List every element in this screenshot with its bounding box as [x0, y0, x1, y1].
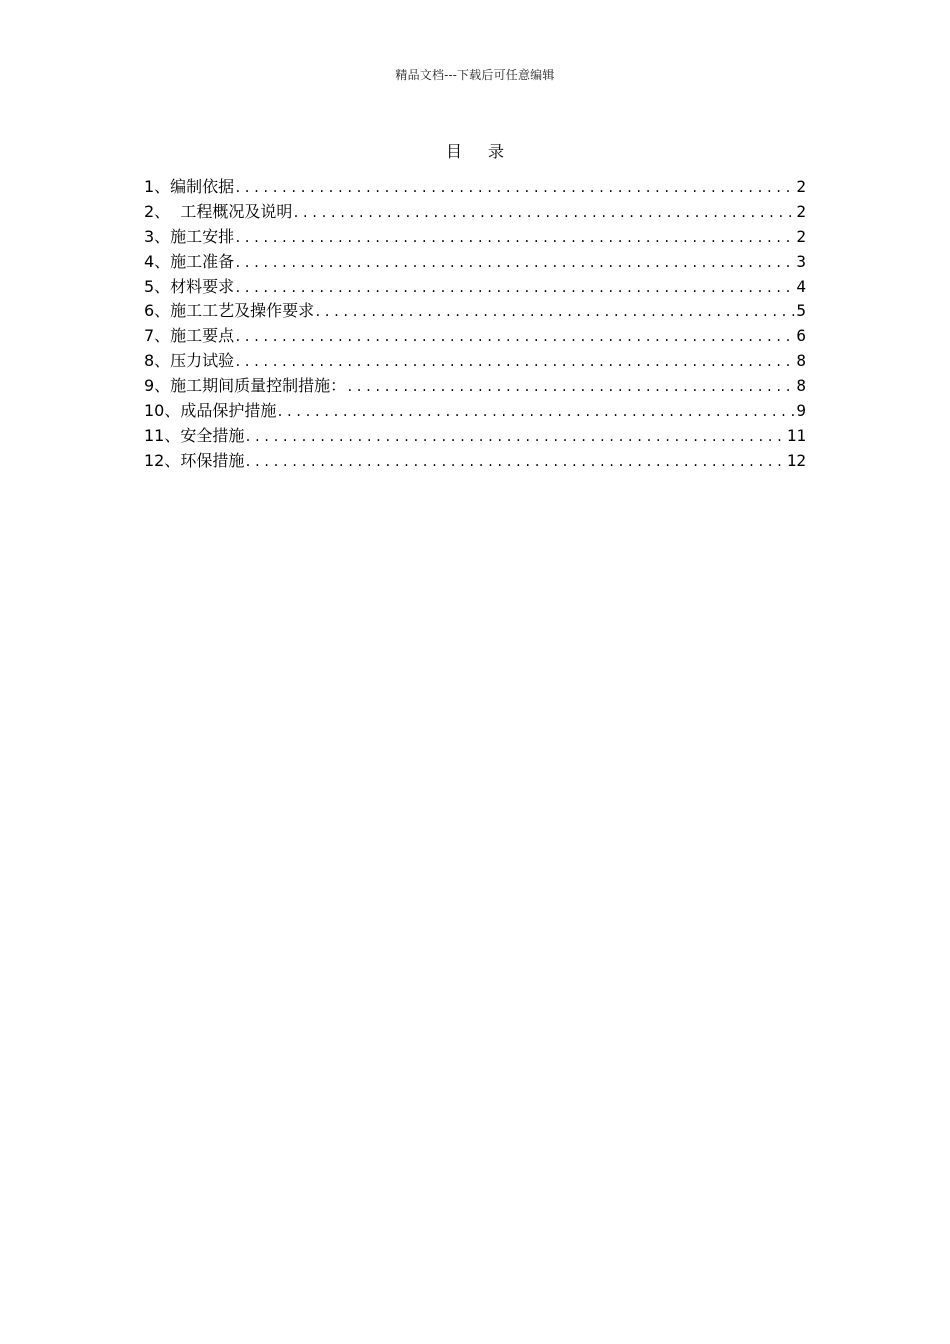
toc-entry[interactable] — [144, 275, 806, 300]
toc-entry[interactable] — [144, 175, 806, 200]
toc-entry-page: 2 — [796, 177, 806, 196]
toc-entry-label: 6、施工工艺及操作要求 — [144, 301, 315, 321]
toc-entry-page: 8 — [796, 376, 806, 396]
toc-entry-page: 5 — [796, 301, 806, 321]
toc-entry[interactable] — [144, 424, 806, 449]
toc-entry[interactable] — [144, 374, 806, 399]
toc-entry-label: 1、编制依据 — [144, 177, 235, 196]
toc-entry-page: 11 — [786, 425, 806, 445]
toc-list — [144, 175, 806, 474]
toc-leader-dots — [346, 375, 795, 400]
toc-leader-dots — [276, 400, 795, 425]
toc-entry-label: 7、施工要点 — [144, 326, 235, 346]
toc-entry-page: 3 — [796, 251, 806, 271]
toc-entry[interactable] — [144, 349, 806, 374]
toc-entry-label: 2、 工程概况及说明 — [144, 201, 293, 221]
toc-entry-label: 12、环保措施 — [144, 450, 245, 470]
toc-leader-dots — [234, 176, 795, 201]
toc-entry[interactable] — [144, 324, 806, 349]
toc-entry-page: 8 — [796, 351, 806, 371]
toc-leader-dots — [244, 450, 785, 475]
toc-leader-dots — [234, 350, 795, 375]
toc-title: 目录 — [445, 142, 530, 161]
toc-leader-dots — [234, 251, 795, 276]
toc-entry[interactable] — [144, 200, 806, 225]
toc-entry-label: 8、压力试验 — [144, 351, 235, 371]
toc-leader-dots — [234, 276, 795, 301]
toc-entry-page: 2 — [796, 226, 806, 246]
toc-entry-label: 11、安全措施 — [144, 425, 245, 445]
page-header: 精品文档---下载后可任意编辑 — [395, 68, 555, 82]
toc-entry-page: 12 — [786, 450, 806, 470]
toc-entry-label: 4、施工准备 — [144, 251, 235, 271]
toc-entry[interactable] — [144, 225, 806, 250]
toc-entry-page: 6 — [796, 326, 806, 346]
toc-entry-page: 4 — [796, 276, 806, 296]
toc-entry[interactable] — [144, 299, 806, 324]
toc-entry-label: 5、材料要求 — [144, 276, 235, 296]
toc-entry[interactable] — [144, 250, 806, 275]
toc-entry-label: 3、施工安排 — [144, 226, 235, 246]
toc-entry[interactable] — [144, 449, 806, 474]
toc-leader-dots — [292, 201, 795, 226]
toc-leader-dots — [234, 226, 795, 251]
toc-leader-dots — [314, 300, 795, 325]
toc-entry-page: 2 — [796, 201, 806, 221]
toc-entry[interactable] — [144, 399, 806, 424]
toc-leader-dots — [244, 425, 785, 450]
toc-entry-label: 10、成品保护措施 — [144, 401, 277, 421]
toc-entry-label: 9、施工期间质量控制措施： — [144, 376, 347, 396]
toc-leader-dots — [234, 325, 795, 350]
toc-entry-page: 9 — [796, 401, 806, 421]
